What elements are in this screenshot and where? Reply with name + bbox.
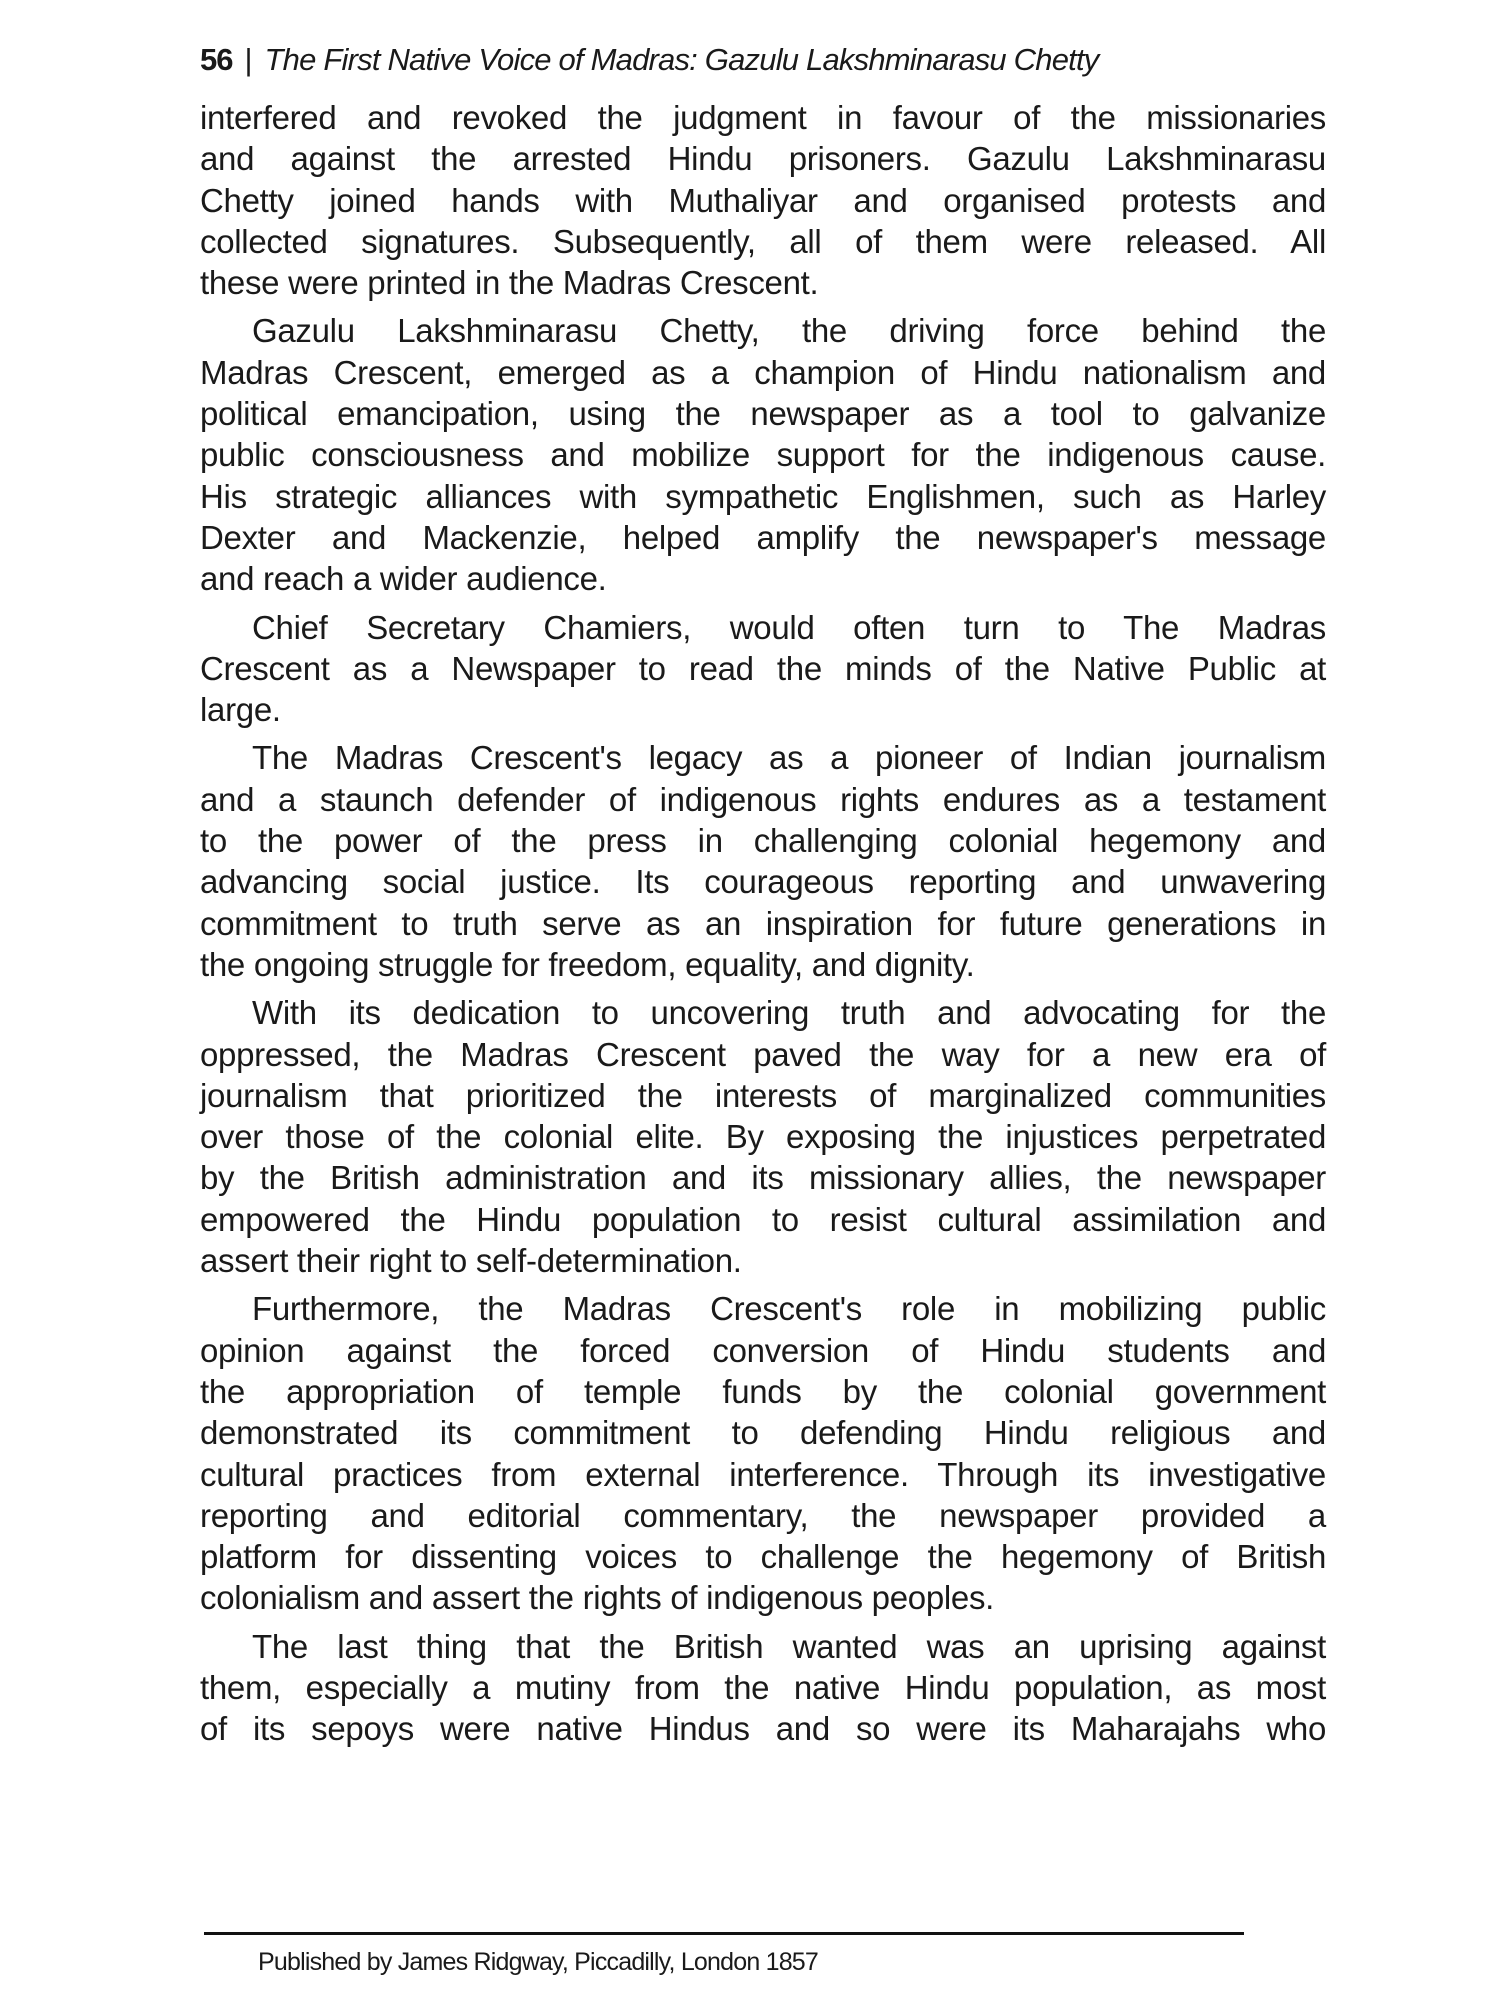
text-line: assert their right to self-determination. [200,1242,742,1280]
header-separator: | [244,42,253,77]
text-line: oppressed, the Madras Crescent paved the way for a new era of [200,1035,1326,1073]
text-line: and a staunch defender of indigenous rights endures as a testament [200,780,1326,818]
text-line: The last thing that the British wanted was an uprising against [252,1627,1326,1665]
text-line: demonstrated its commitment to defending Hindu religious and [200,1414,1326,1452]
footnote: Published by James Ridgway, Piccadilly, London 1857 [258,1948,819,1976]
text-line: and against the arrested Hindu prisoners. Gazulu Lakshminarasu [200,140,1326,178]
running-title: The First Native Voice of Madras: Gazulu Lakshminarasu Chetty [264,42,1099,77]
text-line: advancing social justice. Its courageous reporting and unwavering [200,863,1326,901]
text-line: large. [200,691,281,729]
text-line: empowered the Hindu population to resist cultural assimilation and [200,1200,1326,1238]
text-line: the ongoing struggle for freedom, equality, and dignity. [200,945,975,983]
text-line: political emancipation, using the newspaper as a tool to galvanize [200,395,1326,433]
paragraph [200,310,1326,599]
page-number: 56 [200,42,233,77]
text-line: Dexter and Mackenzie, helped amplify the newspaper's message [200,518,1326,556]
text-line: The Madras Crescent's legacy as a pioneer of Indian journalism [252,739,1326,777]
text-line: of its sepoys were native Hindus and so were its Maharajahs who [200,1710,1326,1748]
text-line: the appropriation of temple funds by the colonial government [200,1372,1326,1410]
text-line: cultural practices from external interference. Through its investigative [200,1455,1326,1493]
paragraph [200,737,1326,985]
text-line: over those of the colonial elite. By exposing the injustices perpetrated [200,1118,1326,1156]
text-line: Gazulu Lakshminarasu Chetty, the driving force behind the [252,312,1326,350]
text-line: platform for dissenting voices to challenge the hegemony of British [200,1538,1326,1576]
text-line: With its dedication to uncovering truth and advocating for the [252,994,1326,1032]
text-line: by the British administration and its missionary allies, the newspaper [200,1159,1326,1197]
text-line: reporting and editorial commentary, the newspaper provided a [200,1496,1326,1534]
text-line: opinion against the forced conversion of Hindu students and [200,1331,1326,1369]
footnote-divider [204,1932,1244,1935]
paragraph [200,1288,1326,1618]
text-line: them, especially a mutiny from the native Hindu population, as most [200,1668,1326,1706]
text-line: collected signatures. Subsequently, all of them were released. All [200,222,1326,260]
text-line: interfered and revoked the judgment in favour of the missionaries [200,99,1326,136]
text-line: Crescent as a Newspaper to read the minds of the Native Public at [200,649,1326,687]
text-line: public consciousness and mobilize support for the indigenous cause. [200,436,1326,474]
paragraph [200,992,1326,1281]
text-line: commitment to truth serve as an inspiration for future generations in [200,904,1326,942]
running-header [200,42,1098,78]
body-text [200,97,1326,1757]
text-line: journalism that prioritized the interests of marginalized communities [200,1076,1326,1114]
paragraph [200,1626,1326,1750]
text-line: colonialism and assert the rights of indigenous peoples. [200,1579,995,1617]
paragraph [200,97,1326,303]
text-line: His strategic alliances with sympathetic Englishmen, such as Harley [200,477,1326,515]
text-line: Chief Secretary Chamiers, would often turn to The Madras [252,608,1326,646]
text-line: to the power of the press in challenging colonial hegemony and [200,822,1326,860]
paragraph [200,607,1326,731]
text-line: Madras Crescent, emerged as a champion of Hindu nationalism and [200,353,1326,391]
text-line: and reach a wider audience. [200,560,607,598]
text-line: Chetty joined hands with Muthaliyar and organised protests and [200,181,1326,219]
text-line: these were printed in the Madras Crescent. [200,264,819,302]
text-line: Furthermore, the Madras Crescent's role in mobilizing public [252,1290,1326,1328]
